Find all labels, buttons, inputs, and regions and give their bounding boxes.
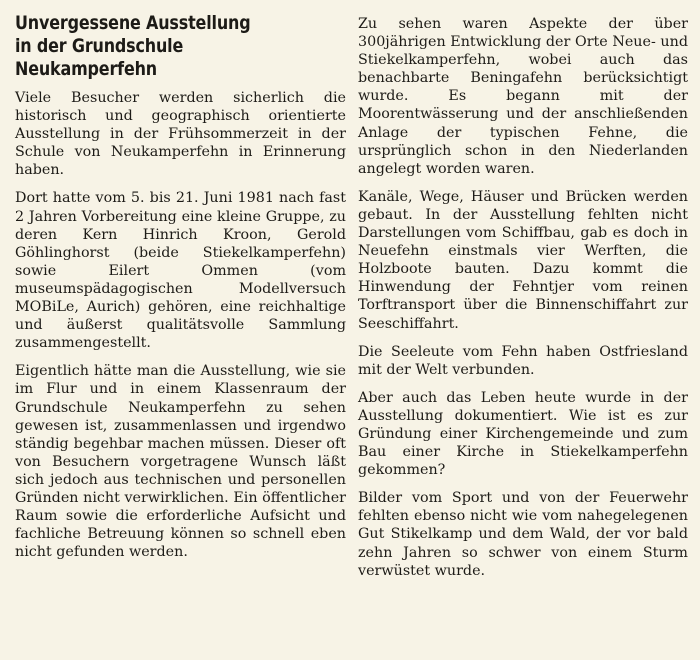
paragraph: Dort hatte vom 5. bis 21. Juni 1981 nach fast 2 Jahren Vorbereitung eine kleine Gruppe, zu deren Kern Hinrich Kroon, Gerold Göhlinghorst (beide Stiekelkamperfehn) sowie Eilert Ommen (vom museumspädagogischen Modellversuch MOBiLe, Aurich) gehören, eine reichhaltige und äußerst qualitätsvolle Sammlung zusammengestellt.: [15, 190, 346, 352]
paragraph: Aber auch das Leben heute wurde in der Ausstellung dokumentiert. Wie ist es zur Gründung einer Kirchengemeinde und zum Bau einer Kirche in Stiekelkamperfehn gekommen?: [358, 389, 688, 479]
paragraph: Zu sehen waren Aspekte der über 300jährigen Entwicklung der Orte Neue- und Stiekelkamperfehn, wobei auch das benachbarte Beningafehn berücksichtigt wurde. Es begann mit der Moorentwässerung und der anschließenden Anlage der typischen Fehne, die ursprünglich schon in den Niederlanden angelegt worden waren.: [358, 16, 688, 177]
paragraph: Viele Besucher werden sicherlich die historisch und geographisch orientierte Ausstellung in der Frühsommerzeit in der Schule von Neukamperfehn in Erinnerung haben.: [15, 90, 346, 179]
right-column: [358, 15, 688, 660]
paragraph: Kanäle, Wege, Häuser und Brücken werden gebaut. In der Ausstellung fehlten nicht Darstellungen vom Schiffbau, gab es doch in Neuefehn einstmals vier Werften, die Holzboote bauten. Dazu kommt die Hinwendung der Fehntjer vom reinen Torftransport über die Binnenschiffahrt zur Seeschiffahrt.: [358, 188, 688, 332]
paragraph: Die Seeleute vom Fehn haben Ostfriesland mit der Welt verbunden.: [358, 343, 688, 378]
headline-line: in der Grundschule: [15, 35, 184, 57]
left-column: [15, 12, 346, 660]
paragraph: Eigentlich hätte man die Ausstellung, wie sie im Flur und in einem Klassenraum der Grundschule Neukamperfehn zu sehen gewesen ist, zusammenlassen und irgendwo ständig begehbar machen müssen. Dieser oft von Besuchern vorgetragene Wunsch läßt sich jedoch aus technischen und personellen Gründen nicht verwirklichen. Ein öffentlicher Raum sowie die erforderliche Aufsicht und fachliche Betreuung können so schnell eben nicht gefunden werden.: [15, 363, 346, 561]
headline-line: Unvergessene Ausstellung: [15, 12, 251, 34]
paragraph: Bilder vom Sport und von der Feuerwehr fehlten ebenso nicht wie vom nahegelegenen Gut Stikelkamp und dem Wald, der vor bald zehn Jahren so schwer von einem Sturm verwüstet wurde.: [358, 490, 688, 579]
article-headline: [15, 12, 343, 81]
headline-line: Neukamperfehn: [15, 58, 157, 80]
